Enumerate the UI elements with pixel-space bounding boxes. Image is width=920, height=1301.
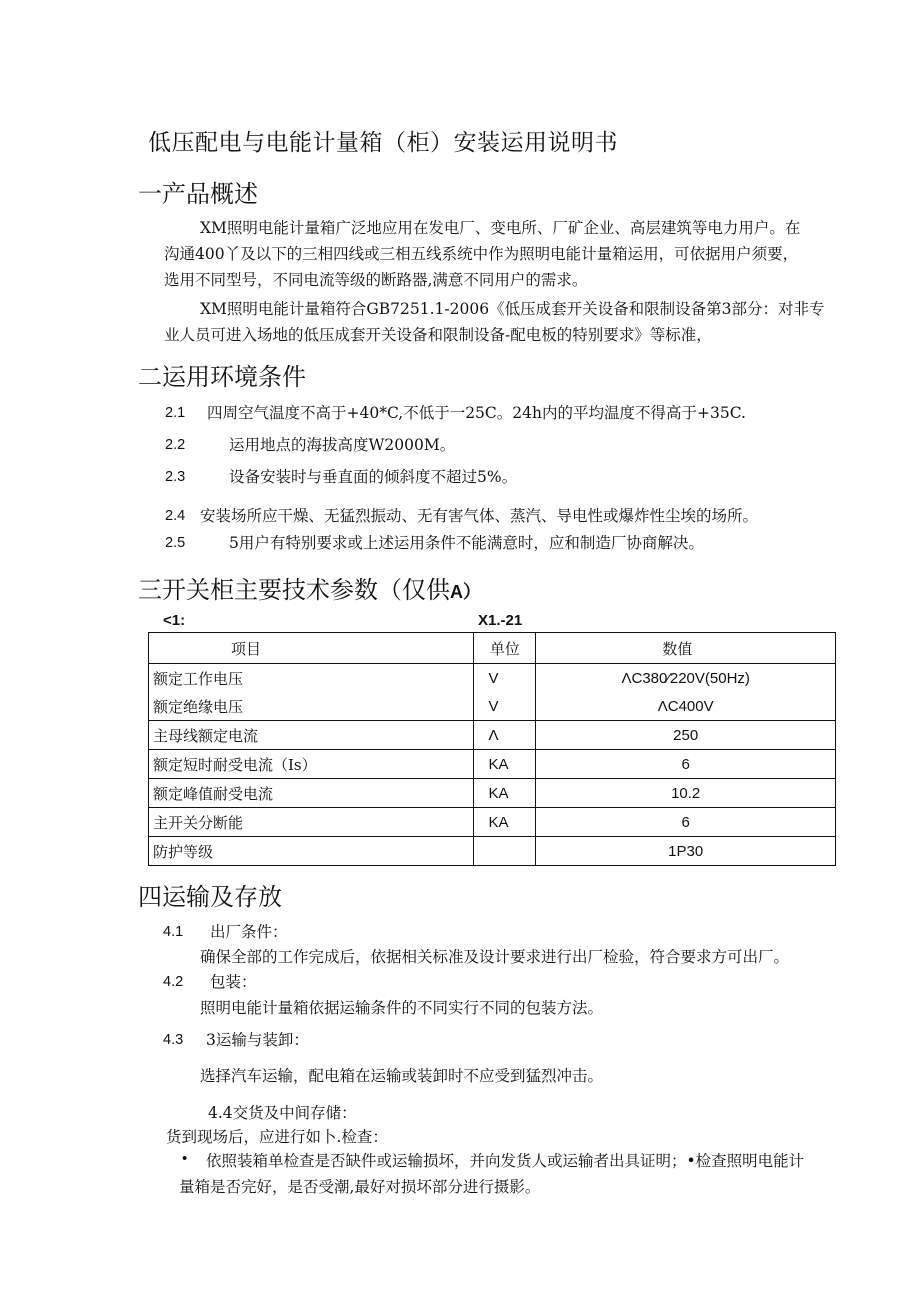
table-row — [149, 750, 836, 779]
column-header-value: 数值 — [536, 633, 836, 664]
overview-para1-line2: 沟通400丫及以下的三相四线或三相五线系统中作为照明电能计量箱运用，可依据用户须要， — [164, 245, 799, 263]
overview-para1-line1: XM照明电能计量箱广泛地应用在发电厂、变电所、厂矿企业、高层建筑等电力用户。在 — [200, 219, 801, 237]
section-1-heading: 一产品概述 — [138, 180, 258, 208]
env-item-2-1-text: 四周空气温度不高于+40*C,不低于一25C。24h内的平均温度不得高于+35C. — [207, 404, 746, 422]
env-item-2-3-text: 设备安装时与垂直面的倾斜度不超过5%。 — [229, 468, 518, 486]
param-unit — [474, 837, 536, 866]
table-left-label: <1: — [163, 612, 186, 629]
tech-params-table — [148, 632, 836, 866]
column-header-unit: 单位 — [474, 633, 536, 664]
param-value: 1P30 — [536, 837, 836, 866]
document-title: 低压配电与电能计量箱（柜）安装运用说明书 — [148, 130, 618, 156]
transport-item-4-3-text: 选择汽车运输，配电箱在运输或装卸时不应受到猛烈冲击。 — [200, 1067, 604, 1085]
env-item-2-2-text: 运用地点的海拔高度W2000M。 — [229, 436, 456, 454]
param-unit: V — [474, 664, 536, 693]
overview-para2-line1: XM照明电能计量箱符合GB7251.1-2006《低压成套开关设备和限制设备第3部分：对非专 — [200, 300, 825, 318]
env-item-2-5-text: 5用户有特别要求或上述运用条件不能满意时，应和制造厂协商解决。 — [229, 534, 704, 552]
env-item-2-2-number: 2.2 — [165, 437, 186, 453]
column-header-item: 项目 — [149, 633, 474, 664]
param-name: 额定短时耐受电流（Is） — [149, 750, 474, 779]
param-value: 10.2 — [536, 779, 836, 808]
transport-item-4-1-number: 4.1 — [163, 924, 184, 940]
param-value: 250 — [536, 721, 836, 750]
param-name: 主开关分断能 — [149, 808, 474, 837]
param-value: ΛC400V — [536, 692, 836, 721]
bullet-marker: • — [182, 1150, 188, 1167]
param-name: 额定工作电压 — [149, 664, 474, 693]
inspection-intro: 货到现场后，应进行如卜.检查： — [166, 1128, 388, 1146]
table-header-row — [149, 633, 836, 664]
table-row — [149, 837, 836, 866]
env-item-2-4-text: 安装场所应干燥、无猛烈振动、无有害气体、蒸汽、导电性或爆炸性尘埃的场所。 — [200, 507, 759, 525]
param-unit: KA — [474, 779, 536, 808]
transport-item-4-2-number: 4.2 — [163, 974, 184, 990]
param-unit: V — [474, 692, 536, 721]
section-3-heading — [138, 570, 481, 605]
table-right-label: X1.-21 — [478, 612, 523, 629]
param-value: 6 — [536, 808, 836, 837]
table-row — [149, 692, 836, 721]
table-row — [149, 721, 836, 750]
inspection-bullet-line1: 依照装箱单检查是否缺件或运输损坏，并向发货人或运输者出具证明；•检查照明电能计 — [206, 1152, 805, 1170]
section-4-heading: 四运输及存放 — [138, 883, 282, 911]
param-unit: Λ — [474, 721, 536, 750]
param-value: 6 — [536, 750, 836, 779]
env-item-2-5-number: 2.5 — [165, 535, 186, 551]
param-name: 额定绝缘电压 — [149, 692, 474, 721]
param-value: ΛC380⁄220V(50Hz) — [536, 664, 836, 693]
param-name: 防护等级 — [149, 837, 474, 866]
transport-item-4-3-number: 4.3 — [163, 1032, 184, 1048]
transport-item-4-2-text: 照明电能计量箱依据运输条件的不同实行不同的包装方法。 — [200, 999, 604, 1017]
table-row — [149, 664, 836, 693]
section-2-heading: 二运用环境条件 — [138, 363, 306, 391]
env-item-2-4-number: 2.4 — [165, 508, 186, 524]
env-item-2-3-number: 2.3 — [165, 469, 186, 485]
section-3-heading-main: 三开关柜主要技术参数（仅供 — [138, 576, 450, 604]
table-row — [149, 779, 836, 808]
transport-item-4-3-label: 3运输与装卸： — [206, 1031, 309, 1049]
section-3-heading-tail: A） — [450, 582, 481, 602]
transport-item-4-2-label: 包装： — [210, 973, 257, 991]
overview-para1-line3: 选用不同型号，不同电流等级的断路器,满意不同用户的需求。 — [164, 271, 588, 289]
param-unit: KA — [474, 750, 536, 779]
param-name: 主母线额定电流 — [149, 721, 474, 750]
env-item-2-1-number: 2.1 — [165, 405, 186, 421]
transport-item-4-1-text: 确保全部的工作完成后，依据相关标准及设计要求进行出厂检验，符合要求方可出厂。 — [200, 948, 790, 966]
overview-para2-line2: 业人员可进入场地的低压成套开关设备和限制设备-配电板的特别要求》等标准， — [164, 326, 712, 344]
transport-item-4-4-label: 4.4交货及中间存储： — [208, 1104, 357, 1122]
inspection-bullet-line2: 量箱是否完好，是否受潮,最好对损坏部分进行摄影。 — [179, 1178, 541, 1196]
table-row — [149, 808, 836, 837]
param-name: 额定峰值耐受电流 — [149, 779, 474, 808]
transport-item-4-1-label: 出厂条件： — [210, 923, 288, 941]
param-unit: KA — [474, 808, 536, 837]
